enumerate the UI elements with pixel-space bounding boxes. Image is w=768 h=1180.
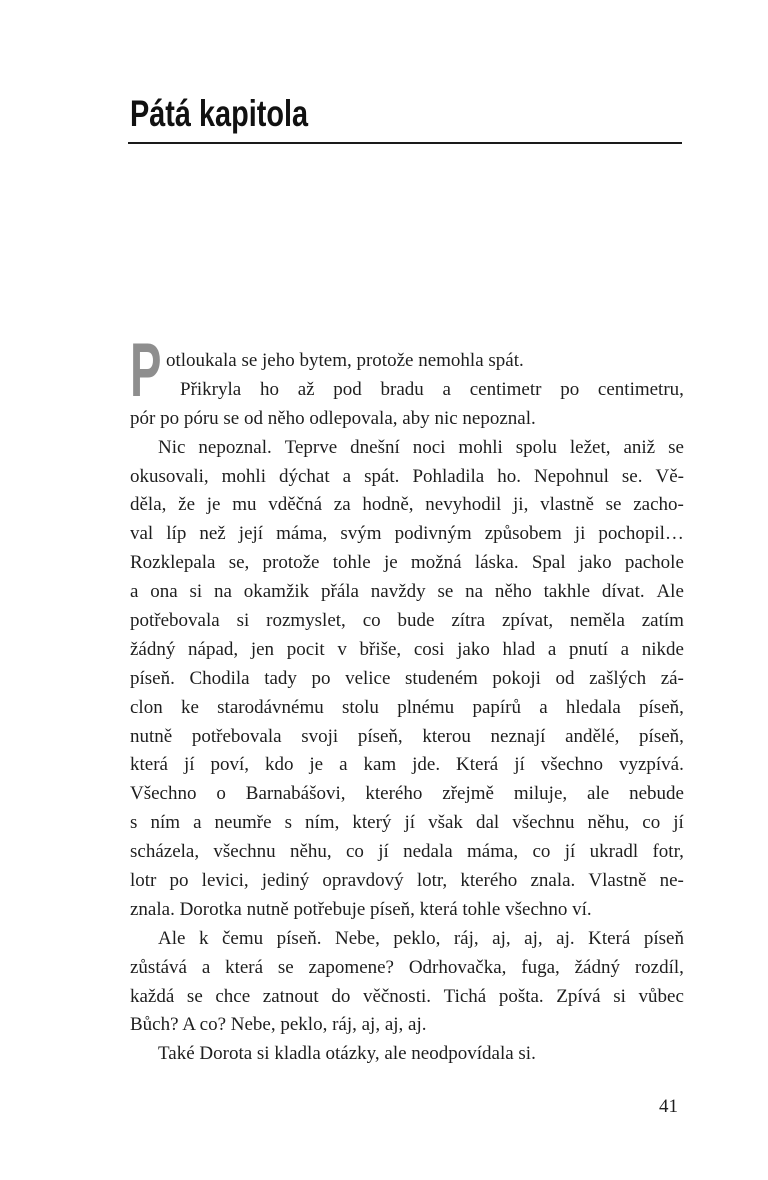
text-line: a ona si na okamžik přála navždy se na něho takhle dívat. Ale [130,581,684,603]
text-line: clon ke starodávnému stolu plnému papírů a hledala píseň, [130,696,684,718]
text-line: Všechno o Barnabášovi, kterého zřejmě miluje, ale nebude [130,783,684,805]
dropcap-paragraph [130,328,684,413]
text-line: Přikryla ho až pod bradu a centimetr po centimetru, [180,378,684,400]
text-line: otloukala se jeho bytem, protože nemohla spát. [166,350,524,371]
text-line: Rozklepala se, protože tohle je možná láska. Spal jako pachole [130,552,684,574]
text-line: potřebovala si rozmyslet, co bude zítra zpívat, neměla zatím [130,610,684,632]
page-number: 41 [659,1096,678,1117]
text-line: s ním a neumře s ním, který jí však dal všechnu něhu, co jí [130,812,684,834]
text-line: nutně potřebovala svoji píseň, kterou neznají andělé, píseň, [130,725,684,747]
text-line: která jí poví, kdo je a kam jde. Která jí všechno vyzpívá. [130,754,684,776]
text-line: děla, že je mu vděčná za hodně, nevyhodil ji, vlastně se zacho- [130,494,684,516]
text-line: každá se chce zatnout do věčnosti. Tichá pošta. Zpívá si vůbec [130,985,684,1007]
text-line: okusovali, mohli dýchat a spát. Pohladila ho. Nepohnul se. Vě- [130,465,684,487]
text-line: zůstává a která se zapomene? Odrhovačka, fuga, žádný rozdíl, [130,956,684,978]
text-line: Také Dorota si kladla otázky, ale neodpovídala si. [158,1043,536,1065]
text-line: scházela, všechnu něhu, co jí nedala máma, co jí ukradl fotr, [130,841,684,863]
text-line: žádný nápad, jen pocit v břiše, cosi jako hlad a pnutí a nikde [130,638,684,660]
title-rule [128,142,682,144]
text-line: Ale k čemu píseň. Nebe, peklo, ráj, aj, aj, aj. Která píseň [158,927,684,949]
chapter-title: Pátá kapitola [130,93,309,134]
text-line: lotr po levici, jediný opravdový lotr, kterého znala. Vlastně ne- [130,870,684,892]
text-line: píseň. Chodila tady po velice studeném pokoji od zašlých zá- [130,667,684,689]
text-line: Nic nepoznal. Teprve dnešní noci mohli spolu ležet, aniž se [158,436,684,458]
text-line: Bůch? A co? Nebe, peklo, ráj, aj, aj, aj. [130,1014,427,1036]
text-line: val líp než její máma, svým podivným způsobem ji pochopil… [130,523,684,545]
text-line: znala. Dorotka nutně potřebuje píseň, která tohle všechno ví. [130,898,592,920]
body-text [130,328,684,1069]
text-line: pór po póru se od něho odlepovala, aby nic nepoznal. [130,407,536,429]
dropcap-lines [166,347,684,405]
dropcap-letter: P [130,328,162,413]
